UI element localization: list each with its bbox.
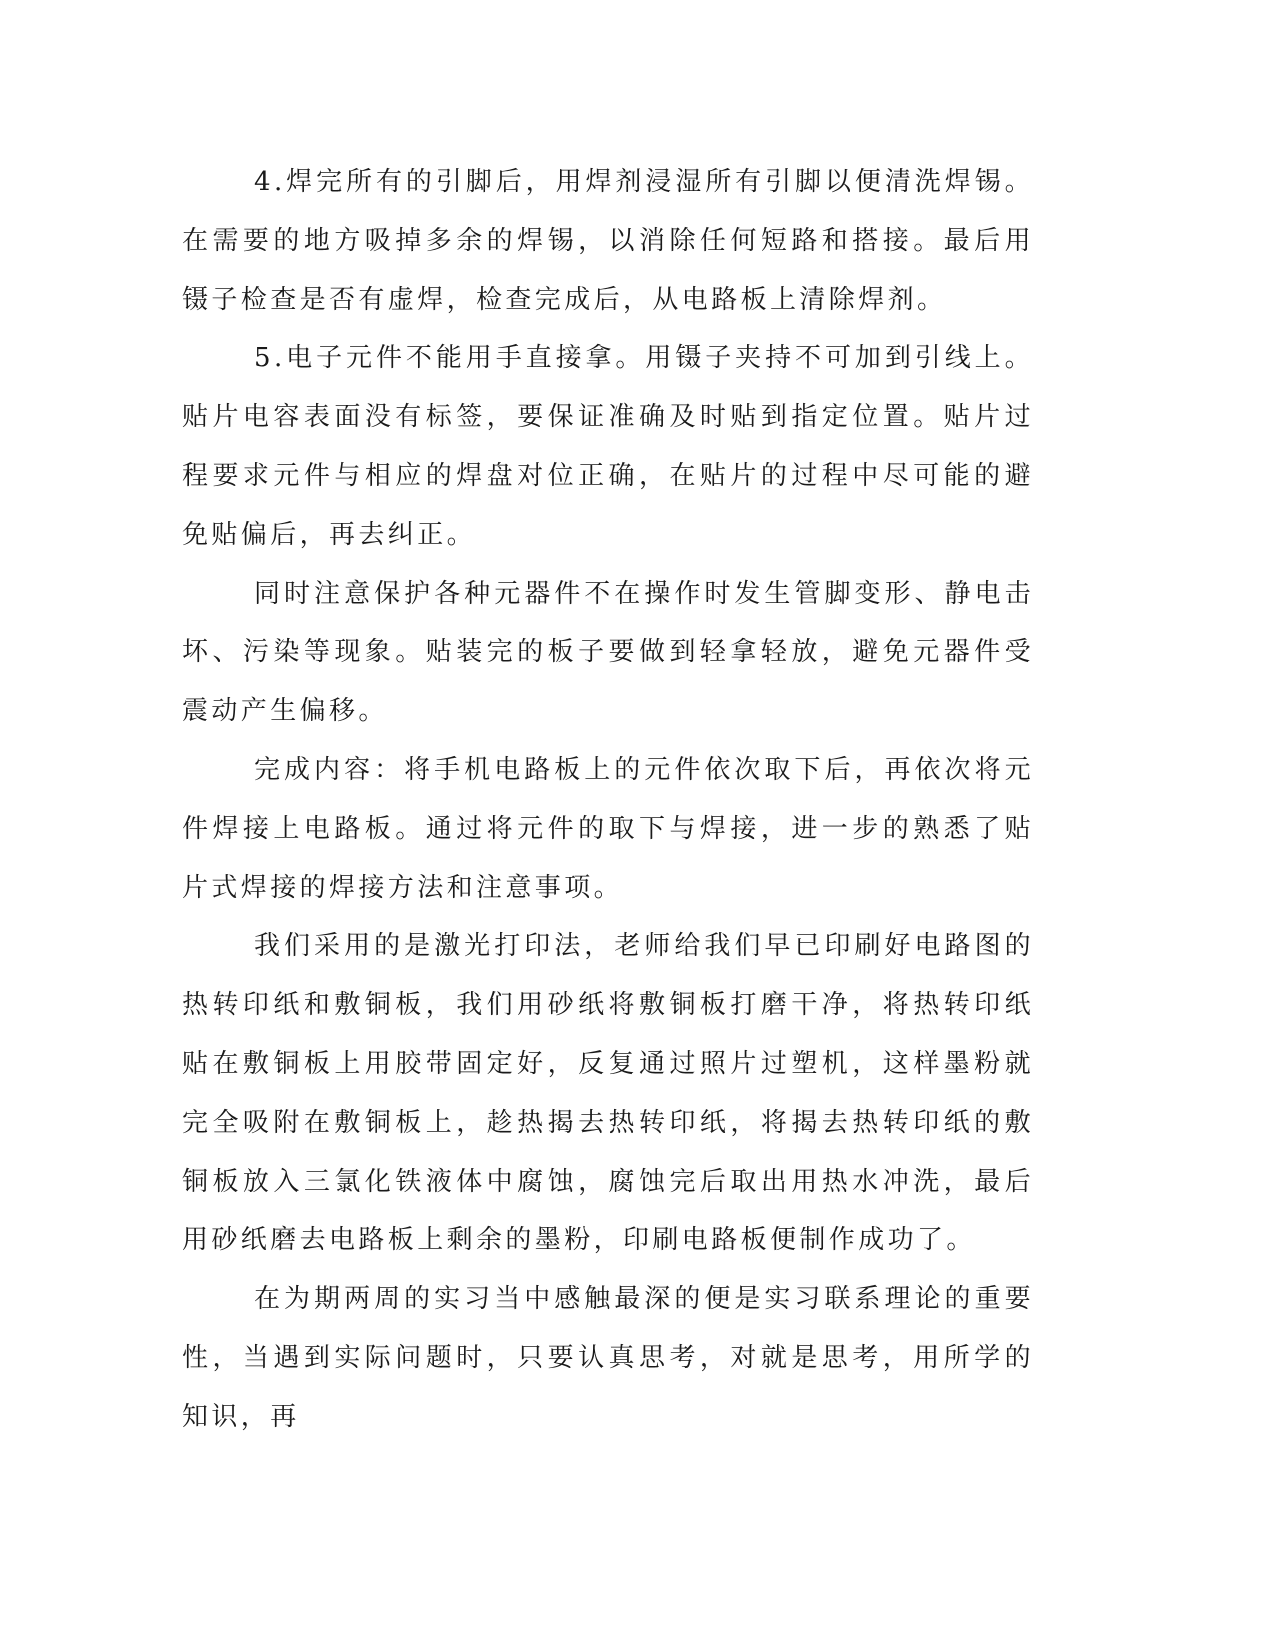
paragraph-component-protection: 同时注意保护各种元器件不在操作时发生管脚变形、静电击坏、污染等现象。贴装完的板子要做到轻拿轻放，避免元器件受震动产生偏移。 bbox=[182, 578, 1034, 727]
paragraph-completed-work: 完成内容：将手机电路板上的元件依次取下后，再依次将元件焊接上电路板。通过将元件的取下与焊接，进一步的熟悉了贴片式焊接的焊接方法和注意事项。 bbox=[182, 754, 1034, 903]
document-body bbox=[182, 153, 1034, 1447]
paragraph-soldering-cleanup: 4.焊完所有的引脚后，用焊剂浸湿所有引脚以便清洗焊锡。在需要的地方吸掉多余的焊锡，以消除任何短路和搭接。最后用镊子检查是否有虚焊，检查完成后，从电路板上清除焊剂。 bbox=[182, 167, 1034, 315]
paragraph-component-handling: 5.电子元件不能用手直接拿。用镊子夹持不可加到引线上。贴片电容表面没有标签，要保证准确及时贴到指定位置。贴片过程要求元件与相应的焊盘对位正确，在贴片的过程中尽可能的避免贴偏后，再去纠正。 bbox=[182, 343, 1034, 550]
paragraph-internship-reflection: 在为期两周的实习当中感触最深的便是实习联系理论的重要性，当遇到实际问题时，只要认真思考，对就是思考，用所学的知识，再 bbox=[182, 1284, 1034, 1432]
paragraph-laser-printing-method: 我们采用的是激光打印法，老师给我们早已印刷好电路图的热转印纸和敷铜板，我们用砂纸将敷铜板打磨干净，将热转印纸贴在敷铜板上用胶带固定好，反复通过照片过塑机，这样墨粉就完全吸附在敷铜板上，趁热揭去热转印纸，将揭去热转印纸的敷铜板放入三氯化铁液体中腐蚀，腐蚀完后取出用热水冲洗，最后用砂纸磨去电路板上剩余的墨粉，印刷电路板便制作成功了。 bbox=[182, 931, 1034, 1256]
